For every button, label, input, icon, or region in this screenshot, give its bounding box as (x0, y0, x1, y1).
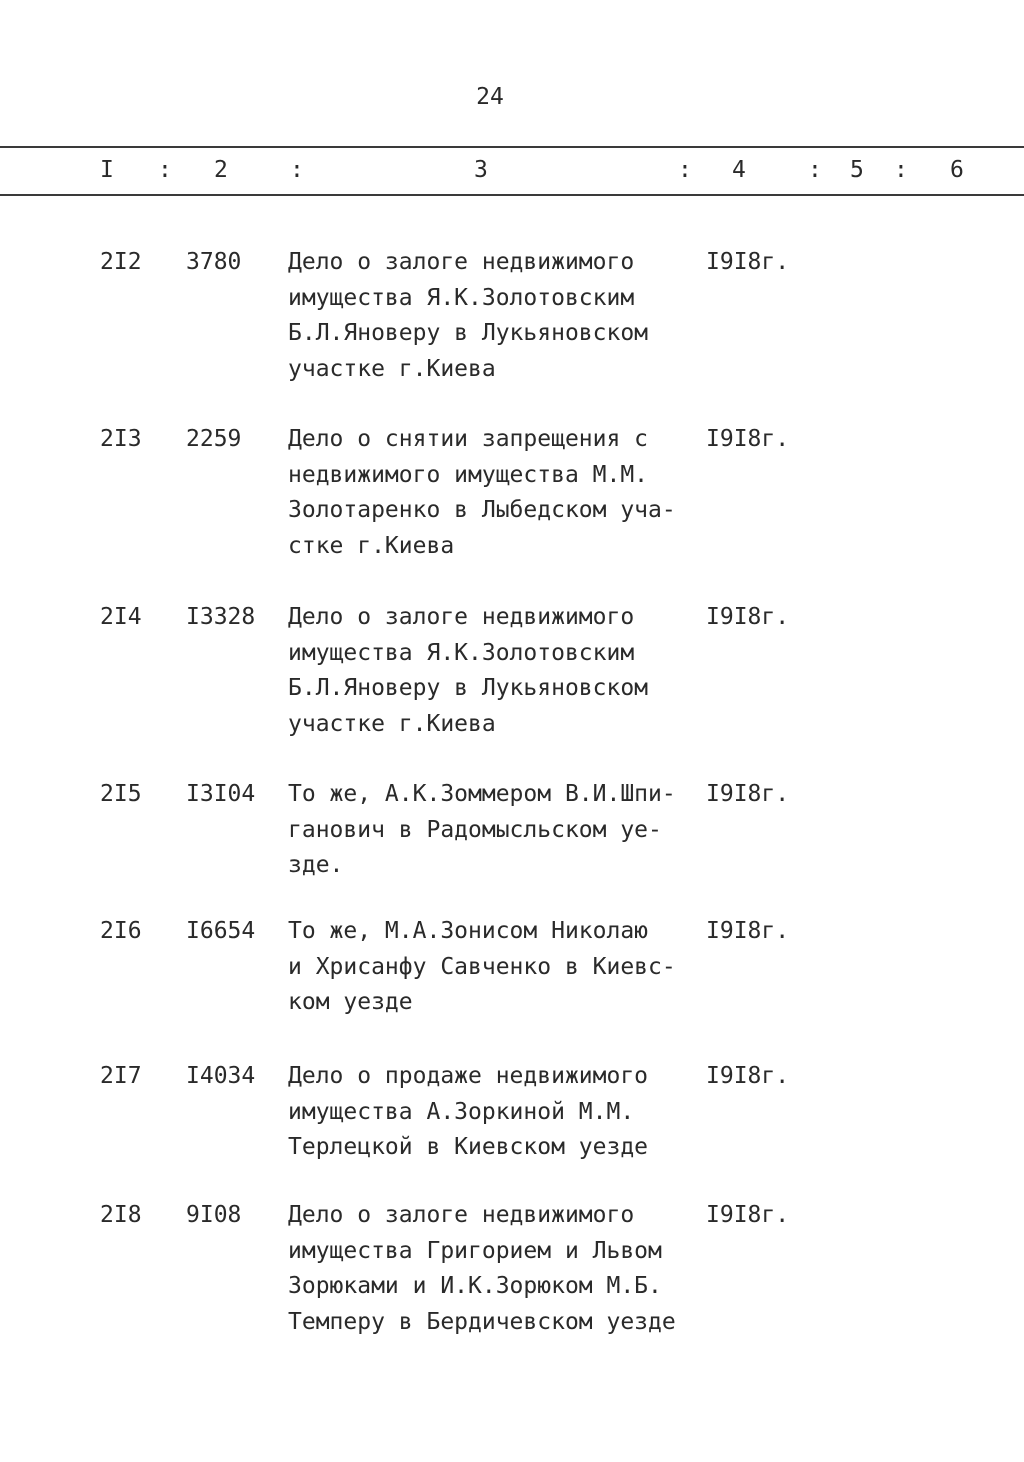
description-line: То же, А.К.Зоммером В.И.Шпи- (288, 781, 676, 807)
page-number: 24 (476, 84, 504, 110)
description-line: ком уезде (288, 989, 413, 1015)
item-number: 2I2 (100, 249, 142, 275)
case-date: I9I8г. (706, 249, 790, 275)
header-separator: : (894, 157, 908, 183)
reference-number: 2259 (186, 426, 242, 452)
header-col-6: 6 (950, 157, 964, 183)
header-col-5: 5 (850, 157, 864, 183)
header-separator: : (678, 157, 692, 183)
header-separator: : (290, 157, 304, 183)
description-line: имущества Григорием и Львом (288, 1237, 662, 1264)
description-line: стке г.Киева (288, 532, 455, 559)
case-description (288, 1198, 676, 1340)
header-top-rule (0, 146, 1024, 148)
item-number: 2I4 (100, 604, 142, 630)
header-col-2: 2 (214, 157, 228, 183)
description-line: имущества А.Зоркиной М.М. (288, 1098, 635, 1125)
case-description (288, 245, 648, 387)
reference-number: 3780 (186, 249, 242, 275)
description-line: недвижимого имущества М.М. (288, 461, 649, 488)
reference-number: I3I04 (186, 781, 256, 807)
case-date: I9I8г. (706, 1063, 790, 1089)
header-col-3: 3 (474, 157, 488, 183)
description-line: Темперу в Бердичевском уезде (288, 1308, 676, 1335)
case-description (288, 914, 676, 1021)
description-line: Золотаренко в Лыбедском уча- (288, 497, 676, 523)
description-line: Зорюками и И.К.Зорюком М.Б. (288, 1273, 662, 1299)
case-description (288, 777, 676, 884)
reference-number: I4034 (186, 1063, 256, 1089)
case-date: I9I8г. (706, 918, 790, 944)
header-col-1: I (100, 157, 114, 183)
description-line: участке г.Киева (288, 355, 496, 382)
case-date: I9I8г. (706, 426, 790, 452)
item-number: 2I8 (100, 1202, 142, 1228)
description-line: имущества Я.К.Золотовским (288, 639, 635, 666)
description-line: Дело о залоге недвижимого (288, 1202, 635, 1228)
description-line: имущества Я.К.Золотовским (288, 284, 635, 311)
description-line: Б.Л.Яноверу в Лукьяновском (288, 320, 649, 346)
description-line: ганович в Радомысльском уе- (288, 816, 662, 843)
reference-number: I3328 (186, 604, 256, 630)
item-number: 2I3 (100, 426, 142, 452)
description-line: Терлецкой в Киевском уезде (288, 1134, 649, 1160)
case-date: I9I8г. (706, 781, 790, 807)
description-line: участке г.Киева (288, 710, 496, 737)
description-line: Дело о снятии запрещения с (288, 426, 649, 452)
header-separator: : (808, 157, 822, 183)
case-date: I9I8г. (706, 1202, 790, 1228)
reference-number: 9I08 (186, 1202, 242, 1228)
reference-number: I6654 (186, 918, 256, 944)
description-line: и Хрисанфу Савченко в Киевс- (288, 953, 676, 980)
description-line: Б.Л.Яноверу в Лукьяновском (288, 675, 649, 701)
item-number: 2I6 (100, 918, 142, 944)
case-description (288, 600, 648, 742)
header-bottom-rule (0, 194, 1024, 196)
description-line: Дело о залоге недвижимого (288, 604, 635, 630)
header-separator: : (158, 157, 172, 183)
description-line: Дело о продаже недвижимого (288, 1063, 649, 1089)
description-line: зде. (288, 852, 344, 878)
header-col-4: 4 (732, 157, 746, 183)
item-number: 2I5 (100, 781, 142, 807)
item-number: 2I7 (100, 1063, 142, 1089)
case-description (288, 1059, 648, 1166)
case-date: I9I8г. (706, 604, 790, 630)
case-description (288, 422, 676, 564)
description-line: То же, М.А.Зонисом Николаю (288, 918, 649, 944)
description-line: Дело о залоге недвижимого (288, 249, 635, 275)
